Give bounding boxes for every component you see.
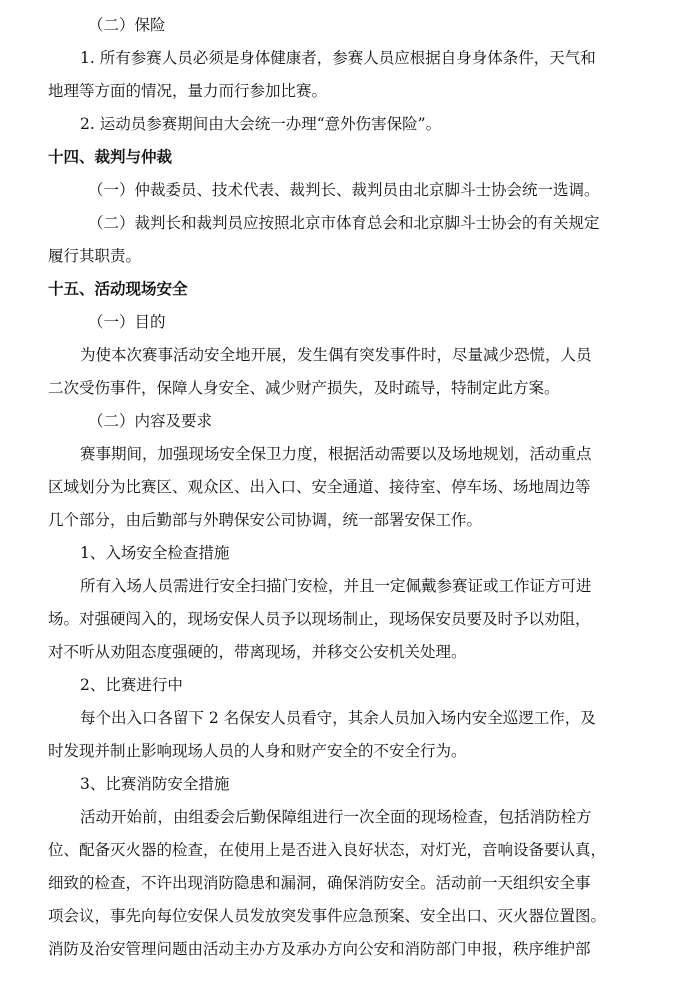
paragraph-line: 时发现并制止影响现场人员的人身和财产安全的不安全行为。 — [48, 742, 467, 760]
subsection-insurance-heading: （二）保险 — [88, 16, 166, 34]
item-heading-during-match: 2、比赛进行中 — [80, 676, 183, 694]
paragraph-line: 区域划分为比赛区、观众区、出入口、安全通道、接待室、停车场、场地周边等 — [48, 478, 591, 496]
subsection-content-heading: （二）内容及要求 — [88, 412, 213, 430]
item-heading-fire-safety: 3、比赛消防安全措施 — [80, 775, 230, 793]
paragraph-line: （一）仲裁委员、技术代表、裁判长、裁判员由北京脚斗士协会统一选调。 — [88, 181, 600, 199]
paragraph-line: 位、配备灭火器的检查，在使用上是否进入良好状态，对灯光，音响设备要认真， — [48, 841, 607, 859]
paragraph-line: （二）裁判长和裁判员应按照北京市体育总会和北京脚斗士协会的有关规定 — [88, 214, 600, 232]
paragraph-line: 二次受伤事件，保障人身安全、减少财产损失，及时疏导，特制定此方案。 — [48, 379, 560, 397]
section-heading-14: 十四、裁判与仲裁 — [48, 148, 173, 166]
paragraph-line: 场。对强硬闯入的，现场安保人员予以现场制止，现场保安员要及时予以劝阻， — [48, 610, 591, 628]
paragraph-line: 细致的检查，不许出现消防隐患和漏洞，确保消防安全。活动前一天组织安全事 — [48, 874, 591, 892]
paragraph-line: 赛事期间，加强现场安全保卫力度，根据活动需要以及场地规划，活动重点 — [80, 445, 592, 463]
paragraph-line: 活动开始前，由组委会后勤保障组进行一次全面的现场检查，包括消防栓方 — [80, 808, 592, 826]
paragraph-line: 所有入场人员需进行安全扫描门安检，并且一定佩戴参赛证或工作证方可进 — [80, 577, 592, 595]
paragraph-line: 2. 运动员参赛期间由大会统一办理“意外伤害保险”。 — [80, 115, 442, 133]
paragraph-line: 消防及治安管理问题由活动主办方及承办方向公安和消防部门申报，秩序维护部 — [48, 940, 591, 958]
paragraph-line: 履行其职责。 — [48, 247, 142, 265]
item-heading-entry-check: 1、入场安全检查措施 — [80, 544, 230, 562]
section-heading-15: 十五、活动现场安全 — [48, 280, 188, 298]
subsection-purpose-heading: （一）目的 — [88, 313, 166, 331]
paragraph-line: 地理等方面的情况，量力而行参加比赛。 — [48, 82, 328, 100]
paragraph-line: 几个部分，由后勤部与外聘保安公司协调，统一部署安保工作。 — [48, 511, 483, 529]
paragraph-line: 1. 所有参赛人员必须是身体健康者，参赛人员应根据自身身体条件，天气和 — [80, 49, 596, 67]
paragraph-line: 项会议，事先向每位安保人员发放突发事件应急预案、安全出口、灭火器位置图。 — [48, 907, 607, 925]
paragraph-line: 对不听从劝阻态度强硬的，带离现场，并移交公安机关处理。 — [48, 643, 467, 661]
paragraph-line: 为使本次赛事活动安全地开展，发生偶有突发事件时，尽量减少恐慌，人员 — [80, 346, 592, 364]
paragraph-line: 每个出入口各留下 2 名保安人员看守，其余人员加入场内安全巡逻工作，及 — [80, 709, 596, 727]
